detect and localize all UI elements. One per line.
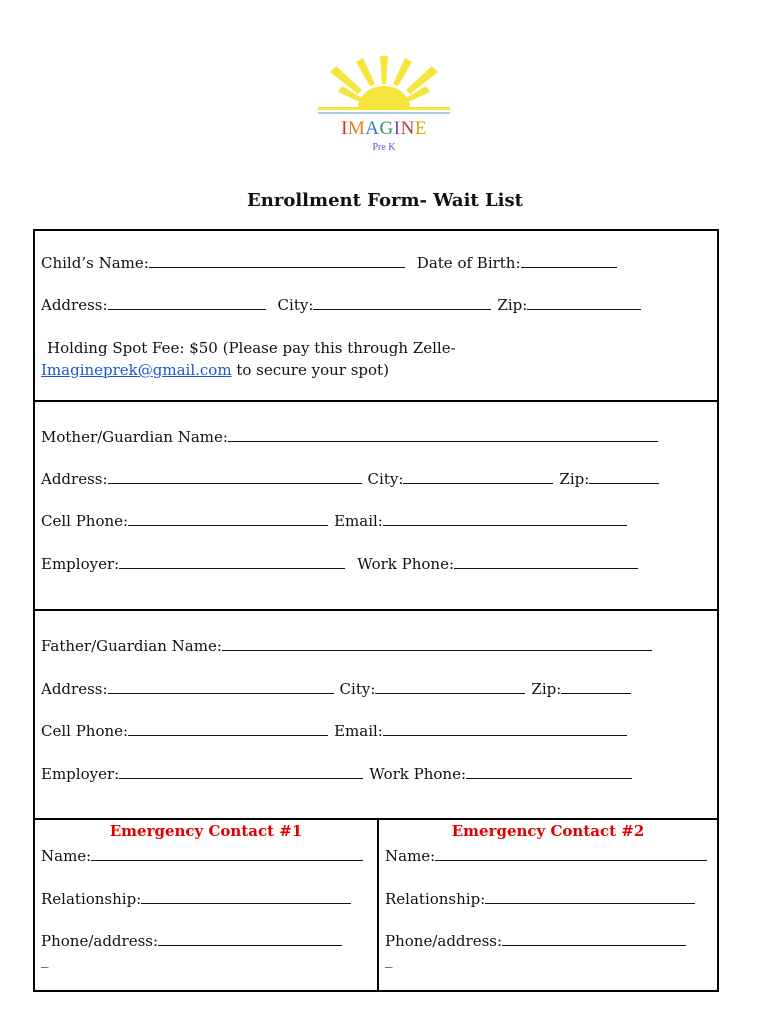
child-row-2 bbox=[41, 295, 641, 314]
holding-fee-note bbox=[41, 337, 456, 381]
child-section bbox=[35, 231, 717, 402]
ec1-relationship-label: Relationship: bbox=[41, 890, 142, 908]
mother-name-label: Mother/Guardian Name: bbox=[41, 428, 228, 446]
ec2-trailing: _ bbox=[385, 950, 393, 968]
mother-address-label: Address: bbox=[41, 470, 108, 488]
logo-letter: I bbox=[341, 118, 348, 139]
father-email-label: Email: bbox=[334, 722, 383, 740]
emergency-contact-1 bbox=[35, 820, 377, 990]
ec1-name-field[interactable] bbox=[91, 846, 363, 861]
father-zip-field[interactable] bbox=[561, 679, 631, 694]
dob-label: Date of Birth: bbox=[416, 254, 521, 272]
ec2-name-row bbox=[385, 846, 707, 865]
ec2-phone-label: Phone/address: bbox=[385, 932, 503, 950]
child-row-1 bbox=[41, 253, 617, 272]
ec1-relationship-field[interactable] bbox=[141, 889, 351, 904]
ec1-name-label: Name: bbox=[41, 847, 92, 865]
father-city-field[interactable] bbox=[375, 679, 525, 694]
mother-employer-label: Employer: bbox=[41, 555, 120, 573]
mother-zip-field[interactable] bbox=[589, 469, 659, 484]
father-email-field[interactable] bbox=[383, 721, 627, 736]
ec2-relationship-label: Relationship: bbox=[385, 890, 486, 908]
ec1-phone-field[interactable] bbox=[158, 931, 342, 946]
father-row-1 bbox=[41, 636, 652, 655]
father-work-field[interactable] bbox=[466, 764, 632, 779]
emergency-section bbox=[35, 820, 717, 990]
mother-cell-label: Cell Phone: bbox=[41, 512, 129, 530]
logo-letter: I bbox=[393, 118, 401, 139]
father-zip-label: Zip: bbox=[531, 680, 562, 698]
logo-wordmark bbox=[318, 118, 450, 140]
holding-fee-text: Holding Spot Fee: $50 (Please pay this through Zelle- bbox=[47, 339, 456, 357]
father-cell-field[interactable] bbox=[128, 721, 328, 736]
logo-letter: G bbox=[379, 118, 394, 139]
child-address-field[interactable] bbox=[108, 295, 266, 310]
child-city-field[interactable] bbox=[313, 295, 491, 310]
father-address-label: Address: bbox=[41, 680, 108, 698]
mother-email-label: Email: bbox=[334, 512, 383, 530]
emergency-contact-2 bbox=[379, 820, 717, 990]
mother-work-field[interactable] bbox=[454, 554, 638, 569]
father-employer-label: Employer: bbox=[41, 765, 120, 783]
child-address-label: Address: bbox=[41, 296, 108, 314]
mother-row-1 bbox=[41, 427, 658, 446]
ec2-relationship-row bbox=[385, 889, 695, 908]
logo-tagline: Pre K bbox=[372, 142, 396, 153]
child-zip-field[interactable] bbox=[527, 295, 641, 310]
enrollment-form bbox=[33, 229, 719, 992]
father-row-3 bbox=[41, 721, 627, 740]
mother-address-field[interactable] bbox=[108, 469, 362, 484]
logo-letter: E bbox=[414, 118, 427, 139]
sun-ray bbox=[393, 58, 412, 86]
dob-field[interactable] bbox=[521, 253, 617, 268]
mother-row-2 bbox=[41, 469, 659, 488]
ec2-name-label: Name: bbox=[385, 847, 436, 865]
mother-city-label: City: bbox=[367, 470, 404, 488]
mother-cell-field[interactable] bbox=[128, 511, 328, 526]
zelle-email-link[interactable]: Imagineprek@gmail.com bbox=[41, 361, 232, 379]
ec2-relationship-field[interactable] bbox=[485, 889, 695, 904]
father-row-2 bbox=[41, 679, 631, 698]
child-zip-label: Zip: bbox=[497, 296, 528, 314]
ec1-relationship-row bbox=[41, 889, 351, 908]
sun-logo-icon bbox=[318, 52, 450, 118]
horizon-bar bbox=[318, 107, 450, 110]
father-city-label: City: bbox=[339, 680, 376, 698]
father-address-field[interactable] bbox=[108, 679, 334, 694]
mother-zip-label: Zip: bbox=[559, 470, 590, 488]
mother-city-field[interactable] bbox=[403, 469, 553, 484]
logo-letter: M bbox=[347, 118, 366, 139]
imagine-prek-logo bbox=[318, 52, 450, 162]
child-name-field[interactable] bbox=[149, 253, 405, 268]
ec2-phone-field[interactable] bbox=[502, 931, 686, 946]
ec1-name-row bbox=[41, 846, 363, 865]
ec2-name-field[interactable] bbox=[435, 846, 707, 861]
emergency-contact-1-heading: Emergency Contact #1 bbox=[109, 822, 303, 840]
mother-section bbox=[35, 402, 717, 611]
father-employer-field[interactable] bbox=[119, 764, 363, 779]
ec1-phone-row bbox=[41, 931, 342, 950]
mother-email-field[interactable] bbox=[383, 511, 627, 526]
emergency-contact-2-heading: Emergency Contact #2 bbox=[451, 822, 645, 840]
ec1-phone-label: Phone/address: bbox=[41, 932, 159, 950]
holding-fee-suffix: to secure your spot) bbox=[231, 361, 389, 379]
child-city-label: City: bbox=[277, 296, 314, 314]
father-name-label: Father/Guardian Name: bbox=[41, 637, 222, 655]
horizon-line bbox=[318, 112, 450, 114]
father-row-4 bbox=[41, 764, 632, 783]
mother-row-4 bbox=[41, 554, 638, 573]
father-work-label: Work Phone: bbox=[369, 765, 467, 783]
sun-ray bbox=[356, 58, 375, 86]
form-title: Enrollment Form- Wait List bbox=[247, 190, 523, 211]
sun-disc bbox=[358, 86, 410, 108]
logo-letter: N bbox=[400, 118, 415, 139]
mother-name-field[interactable] bbox=[228, 427, 658, 442]
child-name-label: Child’s Name: bbox=[41, 254, 149, 272]
mother-employer-field[interactable] bbox=[119, 554, 345, 569]
logo-letter: A bbox=[365, 118, 380, 139]
mother-work-label: Work Phone: bbox=[357, 555, 455, 573]
ec1-trailing: _ bbox=[41, 950, 49, 968]
sun-ray bbox=[380, 56, 388, 84]
father-cell-label: Cell Phone: bbox=[41, 722, 129, 740]
mother-row-3 bbox=[41, 511, 627, 530]
ec2-phone-row bbox=[385, 931, 686, 950]
father-name-field[interactable] bbox=[222, 636, 652, 651]
father-section bbox=[35, 611, 717, 820]
